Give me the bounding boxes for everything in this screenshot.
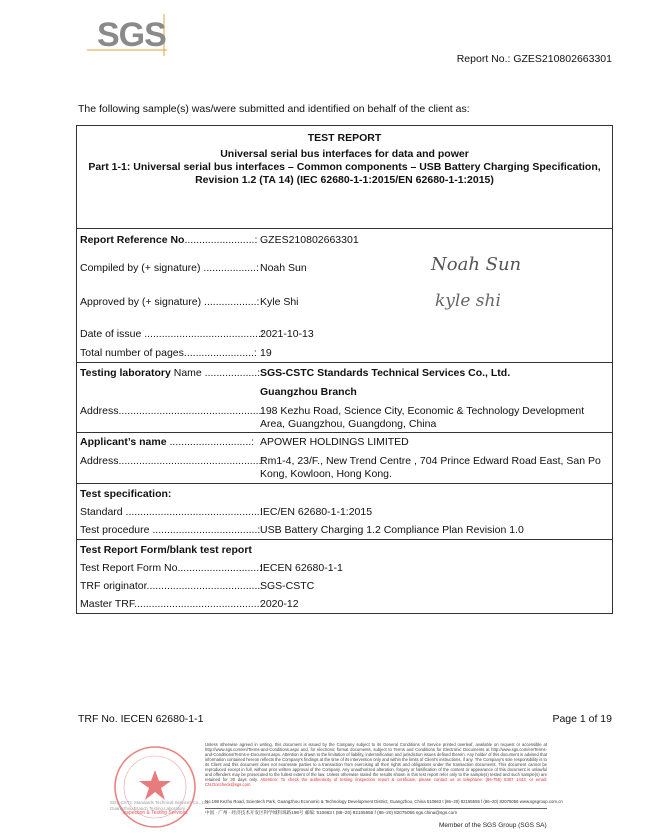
divider bbox=[77, 362, 612, 363]
svg-text:Noah Sun: Noah Sun bbox=[431, 254, 522, 275]
test-spec-heading: Test specification: bbox=[80, 488, 172, 500]
report-part-line: Part 1-1: Universal serial bus interfaces – Common components – USB Battery Charging Specification, bbox=[88, 161, 601, 173]
total-pages-label: Total number of pages........................: bbox=[80, 347, 257, 359]
compiled-by-value: Noah Sun bbox=[260, 262, 307, 274]
standard-value: IEC/EN 62680-1-1:2015 bbox=[260, 506, 373, 518]
report-ref-value: GZES210802663301 bbox=[260, 234, 359, 246]
applicant-label: Applicant’s name ............................: bbox=[80, 436, 255, 448]
trf-originator-label: TRF originator.......................................: bbox=[80, 580, 264, 592]
date-of-issue-value: 2021-10-13 bbox=[260, 328, 314, 340]
standard-label: Standard ..............................................: bbox=[80, 506, 263, 518]
lab-address-value: 198 Kezhu Road, Science City, Economic & Technology Development Area, Guangzhou, Guangdong, China bbox=[260, 405, 585, 430]
approved-signature bbox=[433, 284, 533, 314]
footer-divider bbox=[205, 808, 547, 809]
divider bbox=[77, 432, 612, 433]
total-pages-value: 19 bbox=[260, 347, 272, 359]
logo-text: SGS bbox=[97, 16, 166, 54]
sgs-logo bbox=[79, 12, 169, 56]
trf-originator-value: SGS-CSTC bbox=[260, 580, 315, 592]
footer-address-en: No.198 Kezhu Road, Scientech Park, Guangzhou Economic & Technology Development District, Guangzhou, China 510663 t (86–20) 82155555 f (86–20) 82075056 www.sgsgroup.com.cn bbox=[205, 799, 563, 804]
member-of-group: Member of the SGS Group (SGS SA) bbox=[439, 822, 547, 829]
trf-heading: Test Report Form/blank test report bbox=[80, 544, 252, 556]
applicant-address-label: Address.................................................: bbox=[80, 455, 265, 467]
applicant-address-value: Rm1-4, 23/F., New Trend Centre , 704 Prince Edward Road East, San Po Kong, Kowloon, Hong Kong. bbox=[260, 455, 601, 480]
intro-text: The following sample(s) was/were submitted and identified on behalf of the client as: bbox=[78, 103, 470, 115]
footer-address-cn: 中国 · 广州 · 经济技术开发区科学城科珠路198号 邮编: 510663 t (86–20) 82155555 f (86–20) 82075056 sgs.china@sgs.com bbox=[205, 810, 458, 815]
authenticity-notice: Attention: To check the authenticity of testing /inspection report & certificate, please contact us at telephone: (86-755) 8307 1443, or email: CN.Doccheck@sgs.com bbox=[205, 777, 547, 787]
page-number: Page 1 of 19 bbox=[552, 713, 612, 725]
master-trf-value: 2020-12 bbox=[260, 598, 299, 610]
approved-by-value: Kyle Shi bbox=[260, 296, 299, 308]
divider bbox=[77, 539, 612, 540]
compiled-by-label: Compiled by (+ signature) ..................: bbox=[80, 262, 259, 274]
report-ref-label: Report Reference No........................: bbox=[80, 234, 258, 246]
compiled-signature bbox=[429, 248, 549, 278]
testing-lab-branch: Guangzhou Branch bbox=[260, 386, 357, 398]
svg-text:Inspection & Testing Services: Inspection & Testing Services bbox=[122, 810, 188, 816]
test-procedure-label: Test procedure ....................................: bbox=[80, 524, 261, 536]
report-number: Report No.: GZES210802663301 bbox=[456, 53, 612, 65]
fine-print: Unless otherwise agreed in writing, this document is issued by the Company subject to its General Conditions of Service printed overleaf, available on request or accessible at http://www.sgs.com/en/Terms-and-Conditions.aspx and, for electronic format documents, subject to Terms and Conditions for Electronic Documents at http://www.sgs.com/en/Terms-and-Conditions/Terms-e-Document.aspx. Attention is drawn to the limitation of liability, indemnification and jurisdiction issues defined therein. Any holder of this document is advised that information contained hereon reflects the Company's findings at the time of its intervention only and within the limits of Client's instructions, if any. The Company's sole responsibility is to its Client and this document does not exonerate parties to a transaction from exercising all their rights and obligations under the transaction documents. This document cannot be reproduced except in full, without prior written approval of the Company. Any unauthorized alteration, forgery or falsification of the content or appearance of this document is unlawful and offenders may be prosecuted to the fullest extent of the law. Unless otherwise stated the results shown in this test report refer only to the sample(s) tested and such sample(s) are retained for 30 days only. Attention: To check the authenticity of testing /inspection report & certificate, please contact us at telephone: (86-755) 8307 1443, or email: CN.Doccheck@sgs.com bbox=[205, 742, 547, 787]
test-procedure-value: USB Battery Charging 1.2 Compliance Plan Revision 1.0 bbox=[260, 524, 524, 536]
approved-by-label: Approved by (+ signature) ..................: bbox=[80, 296, 260, 308]
divider bbox=[77, 483, 612, 484]
testing-lab-label: Testing laboratory Name ..................: bbox=[80, 367, 261, 379]
date-of-issue-label: Date of issue ........................................: bbox=[80, 328, 264, 340]
test-report-table bbox=[76, 125, 613, 614]
divider bbox=[77, 228, 612, 229]
report-revision-line: Revision 1.2 (TA 14) (IEC 62680-1-1:2015/EN 62680-1-1:2015) bbox=[195, 174, 494, 186]
report-title: TEST REPORT bbox=[307, 132, 382, 144]
trf-number-value: IECEN 62680-1-1 bbox=[260, 562, 343, 574]
official-stamp bbox=[110, 742, 200, 832]
testing-lab-name: SGS-CSTC Standards Technical Services Co., Ltd. bbox=[260, 367, 511, 379]
master-trf-label: Master TRF...........................................: bbox=[80, 598, 263, 610]
trf-number-label: Test Report Form No............................: bbox=[80, 562, 263, 574]
stamp-lab-text: SGS-CSTC Standards Technical Services Co., Ltd. Guangzhou Branch Testing Laboratory bbox=[110, 800, 210, 811]
applicant-value: APOWER HOLDINGS LIMITED bbox=[260, 436, 409, 448]
lab-address-label: Address.................................................: bbox=[80, 405, 265, 417]
footer-trf-number: TRF No. IECEN 62680-1-1 bbox=[78, 713, 204, 725]
star-icon bbox=[139, 770, 171, 800]
svg-text:kyle shi: kyle shi bbox=[435, 291, 501, 311]
report-subtitle: Universal serial bus interfaces for data and power bbox=[220, 148, 469, 160]
